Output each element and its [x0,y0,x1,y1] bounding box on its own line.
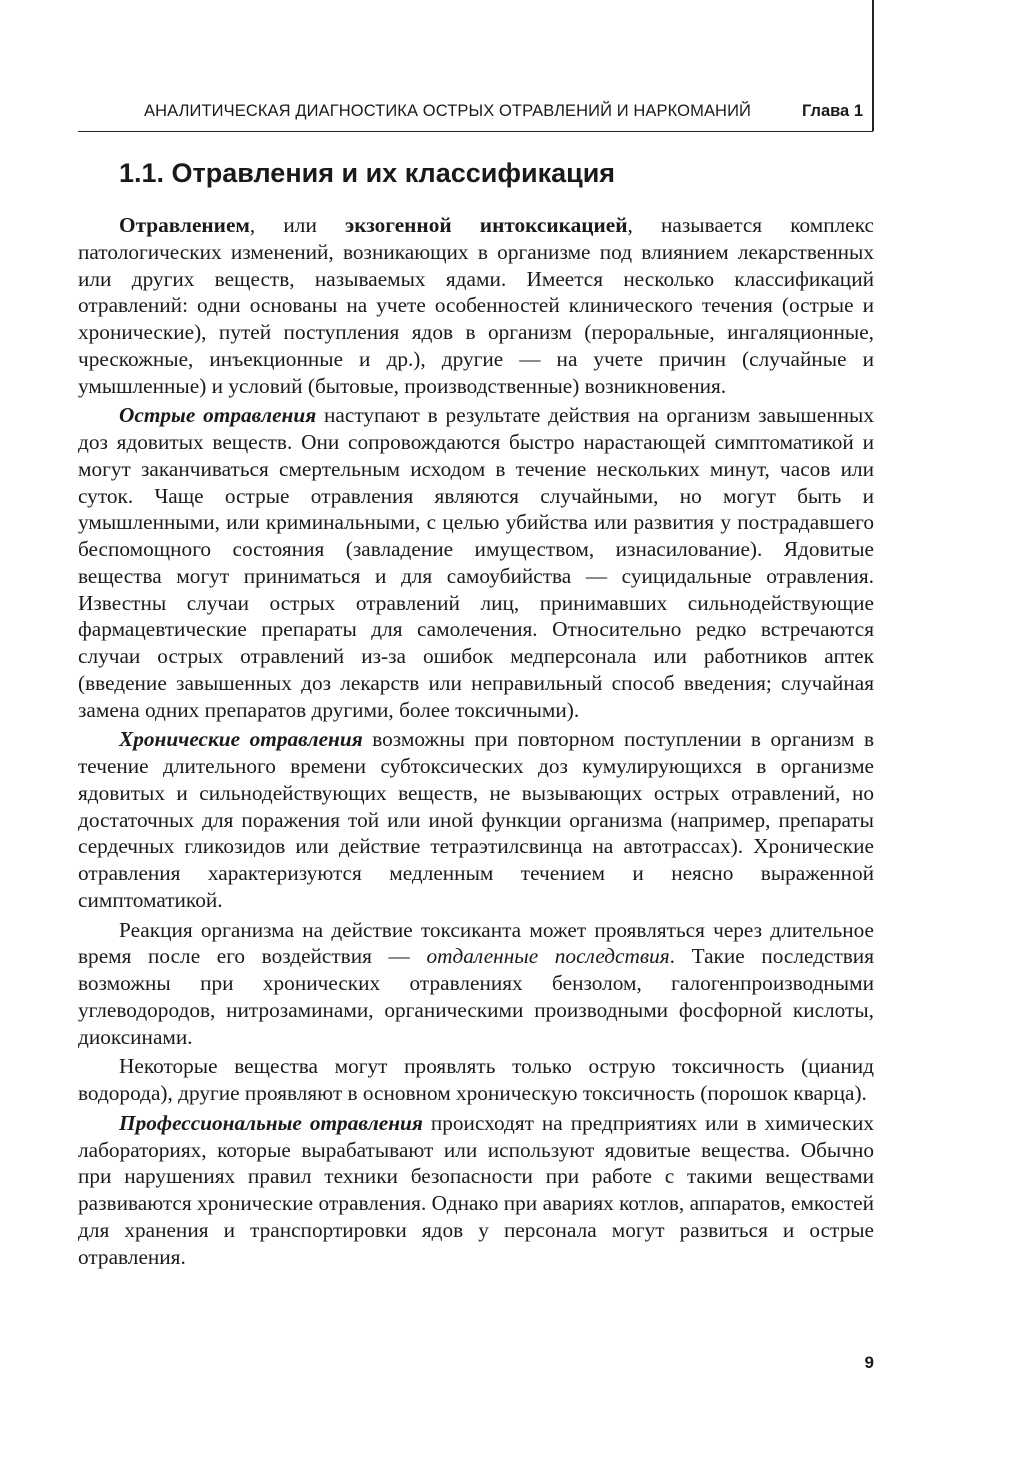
term-poisoning: Отравлением [119,213,250,237]
term-chronic-poisoning: Хронические отравления [119,727,363,752]
running-head-chapter: Глава 1 [801,102,863,120]
paragraph-chronic [78,726,874,913]
paragraph-text: происходят на предприятиях или в химических лабораториях, которые вырабатывают или используют ядовитые вещества. Обычно при нарушениях правил техники безопасности при работе с такими веществами развиваются хронические отравления. Однако при авариях котлов, аппаратов, емкостей для хранения и транспортировки ядов у персонала могут развиться и острые отравления. [78,1110,874,1269]
body-text [78,212,874,1273]
term-long-term-effects: отдаленные последствия [426,944,670,969]
paragraph-toxicity [78,1053,874,1107]
paragraph-long-term [78,917,874,1051]
paragraph-text: возможны при повторном поступлении в организм в течение длительного времени субтоксических доз кумулирующихся в организме ядовитых и сильнодействующих веществ, не вызывающих острых отравлений, но достаточных для поражения той или иной функции организма (например, препараты сердечных гликозидов или действие тетраэтилсвинца на автотрассах). Хронические отравления характеризуются медленным течением и неясно выраженной симптоматикой. [78,727,875,912]
paragraph-acute [78,402,874,723]
paragraph-text: Некоторые вещества могут проявлять только острую токсичность (цианид водорода), другие проявляют в основном хроническую токсичность (порошок кварца). [78,1054,874,1105]
running-head-title: АНАЛИТИЧЕСКАЯ ДИАГНОСТИКА ОСТРЫХ ОТРАВЛЕНИЙ И НАРКОМАНИЙ [144,102,751,120]
section-title: 1.1. Отравления и их классификация [119,158,616,188]
paragraph-text: наступают в результате действия на организм завышенных доз ядовитых веществ. Они сопровождаются быстро нарастающей симптоматикой и могут заканчиваться смертельным исходом в течение нескольких минут, часов или суток. Чаще острые отравления являются случайными, но могут быть и умышленными, или криминальными, с целью убийства или развития у пострадавшего беспомощного состояния (завладение имуществом, изнасилование). Ядовитые вещества могут приниматься и для самоубийства — суицидальные отравления. Известны случаи острых отравлений лиц, принимавших сильнодействующие фармацевтические препараты для самолечения. Относительно редко встречаются случаи острых отравлений из-за ошибок медперсонала или работников аптек (введение завышенных доз лекарств или неправильный способ введения; случайная замена одних препаратов другими, более токсичными). [78,403,874,722]
term-exogenous-intoxication: экзогенной интоксикацией [345,213,628,237]
paragraph-text: . Такие последствия возможны при хронических отравлениях бензолом, галогенпроизводными углеводородов, нитрозаминами, органическими производными фосфорной кислоты, диоксинами. [78,944,875,1049]
running-head [78,100,873,132]
term-occupational-poisoning: Профессиональные отравления [119,1110,423,1135]
paragraph-definition [78,212,874,399]
paragraph-text: , называется комплекс патологических изменений, возникающих в организме под влиянием лекарственных или других веществ, называемых ядами. Имеется несколько классификаций отравлений: одни основаны на учете особенностей клинического течения (острые и хронические), путей поступления ядов в организм (пероральные, ингаляционные, чрескожные, инъекционные и др.), другие — на учете причин (случайные и умышленные) и условий (бытовые, производственные) возникновения. [78,213,874,398]
paragraph-text: Реакция организма на действие токсиканта может проявляться через длительное время после его воздействия — [78,917,874,969]
term-acute-poisoning: Острые отравления [119,403,317,428]
paragraph-occupational [78,1110,874,1271]
paragraph-text: , или [249,213,346,237]
page-number: 9 [864,1353,874,1372]
